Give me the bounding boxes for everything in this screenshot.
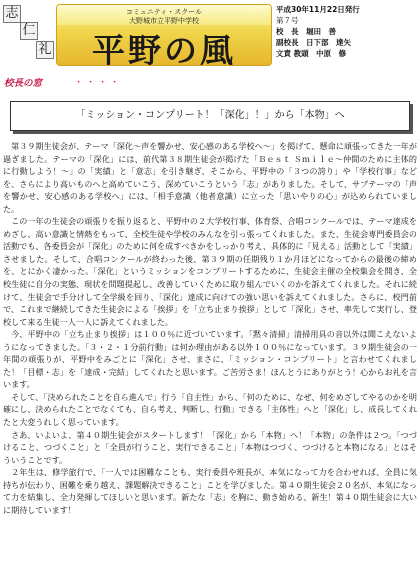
newsletter-title: 平野の風 [92,31,236,66]
staff-editor: 文責 教頭 中原 修 [276,49,347,58]
banner-subtitle: コミュニティ・スクール [125,8,203,16]
section-dots: ・・・・ [74,78,123,88]
section-title: 校長の窓 [4,78,43,89]
article-paragraph: 第３９期生徒会が、テーマ「深化～声を響かせ、安心感のある学校へ～」を掲げて、懸命に頑張ってきた一年が過ぎました。テーマの「深化」には、前代第３８期生徒会が掲げた「Ｂｅｓｔ Ｓｍｉｌｅ～仲間のために主体的に行動しよう！～」の「実績」と「意志」を引き継ぎ、そこから、平野中の「３つの誇り」や「学校行事」などを、さらにより高いものへと高めていこう、深めていこうという「志」がありました。そして、サブテーマの「声を響かせ、安心感のある学校へ」には、「相手意識（他者意識）に立った「思いやりの心」が込められていました。 [3,141,417,214]
article-body [3,140,417,516]
school-name: 大野城市立平野中学校 [129,17,199,25]
issue-info [276,4,418,59]
article-paragraph: この一年の生徒会の頑張りを振り返ると、平野中の２大学校行事、体育祭、合唱コンクールでは、テーマ達成をめざし、高い意識と情熱をもって、全校生徒や学校のみんなを引っ張ってくれました。また、生徒会専門委員会の活動でも、各委員会が「深化」のために何を成すべきかをしっかり考え、具体的に「見える」活動として「実績」させました。そして、合唱コンクールが終わった後、第３９期の任期残り１か月ほどになってからの最後の締めを、とにかく凄かった。「深化」というミッションをコンプリートするために、生徒会主催の全校集会を開き、全校生徒に自分の実態、現状を問題提起し、改善していくために取り組んでいくのかを訴えてくれました。それに続けて、生徒会で手分けして全学級を回り、「深化」達成に向けての強い思いを訴えてくれました。さらに、校門前で、これまで継続してきた生徒会による「挨拶」を「立ち止まり挨拶」として「深化」させ、率先して実行し、登校して来る生徒一人一人に訴えてくれました。 [3,216,417,327]
title-banner [56,4,272,66]
motto-kanji-1: 志 [3,5,21,23]
motto-kanji-2: 仁 [20,22,38,40]
staff-principal: 校 長 堀田 善 [276,27,336,36]
article-paragraph: 今、平野中の「立ち止まり挨拶」は１００％に近づいています。「黙々清掃」清掃用具の音以外は聞こえないようになってきました。「３・２・１分前行動」は何か理由がある以外１００％になっています。３９期生徒会の一年間の頑張りが、平野中をみごとに「深化」させ、まさに、「ミッション・コンプリート」と言わせてくれました！「目標・志」を「達成・完結」してくれたと思います。ご苦労さま！ほんとうにありがとう！心からお礼を言います。 [3,329,417,390]
motto-kanji-3: 礼 [36,41,54,59]
motto-kanji [3,5,51,57]
staff-vice-principal: 副校長 日下部 達矢 [276,38,351,47]
issue-number: 第７号 [276,16,299,25]
article-paragraph: さあ、いよいよ、第４０期生徒会がスタートします！「深化」から「本物」へ！「本物」の条件は２つ。「つづけること、つづくこと」と「全員が行うこと、実行できること」「本物はつづく、つづけると本物になる」とはそういうことです。 [3,429,417,465]
article-paragraph: そして、「決められたことを自ら進んで」行う「自主性」から、「何のために、なぜ、何をめざしてやるのかを明確にし、決められたことでなくても、自ら考え、判断し、行動」できる「主体性」へと「深化」し、成長してくれたと大変うれしく思っています。 [3,391,417,428]
headline: 「ミッション・コンプリート！「深化」！」から「本物」へ [10,101,410,131]
article-paragraph: ２年生は、修学旅行で、「一人では困難なことも、実行委員や班長が、本気になって力を合わせれば、全員に気持ちが伝わり、困難を乗り越え、課題解決できること」ことを学びました。第４０期生徒会２０名が、本気になって力を結集し、全力発揮してほしいと思います。新たな「志」を胸に、動き始める、新生！第４０期生徒会に大いに期待しています！ [3,467,417,515]
issue-date: 平成30年11月22日発行 [276,5,360,14]
